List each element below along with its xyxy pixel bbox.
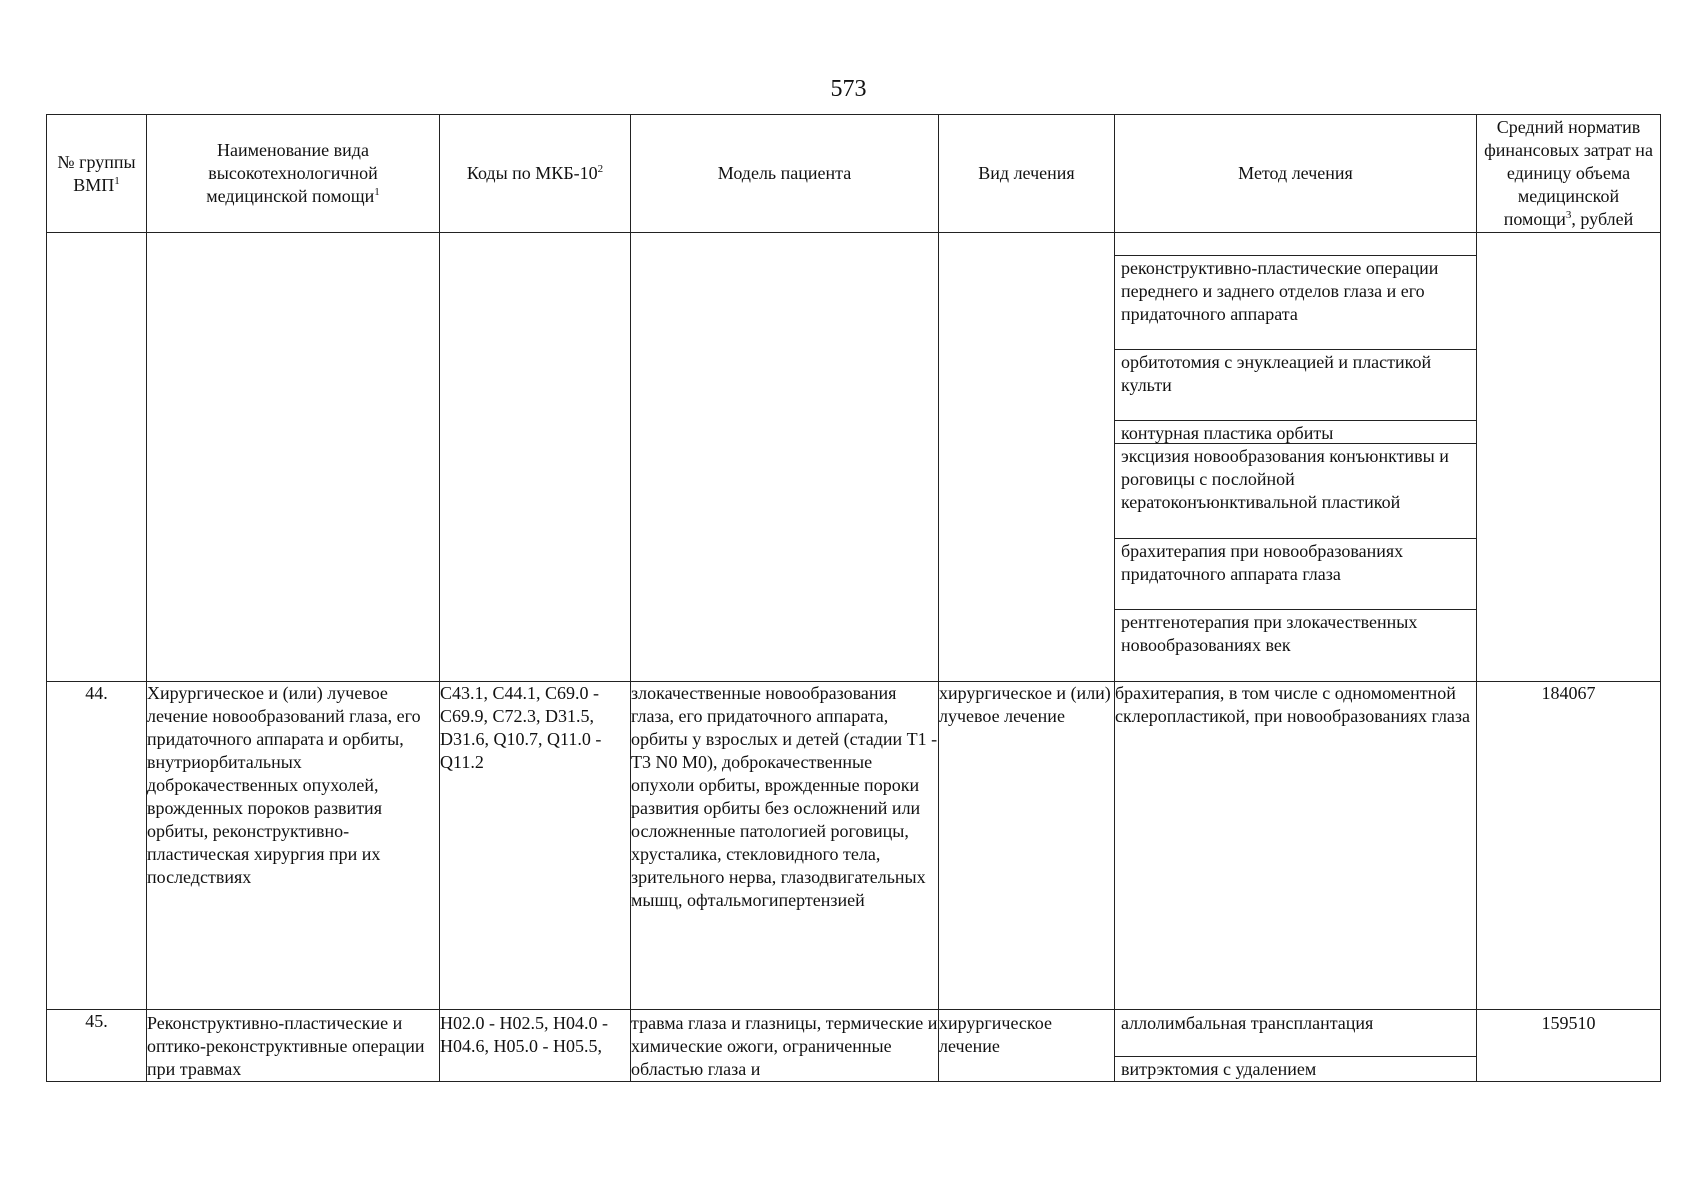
row-number: 45. [47,1010,147,1082]
cont-methods-cell [1115,233,1477,682]
method-divider [1115,443,1476,444]
header-patient-model: Модель пациента [631,115,939,233]
row-name: Реконструктивно-пластические и оптико-реконструктивные операции при травмах [147,1010,440,1082]
method-divider [1115,538,1476,539]
method-divider [1115,609,1476,610]
row-cost: 184067 [1477,682,1661,1010]
method-item: аллолимбальная трансплантация [1121,1013,1374,1033]
method-divider [1115,349,1476,350]
header-cost: Средний норматив финансовых затрат на единицу объема медицинской помощи$^3$, рублей [1477,115,1661,233]
row-method: брахитерапия, в том числе с одномоментной склеропластикой, при новообразованиях глаза [1115,682,1477,1010]
table-row [47,1010,1661,1082]
page-number: 573 [830,76,867,102]
method-item: орбитотомия с энуклеацией и пластикой культи [1121,352,1432,395]
method-item: реконструктивно-пластические операции переднего и заднего отделов глаза и его придаточного аппарата [1121,258,1439,324]
vmp-table [46,114,1661,1082]
header-name: Наименование вида высокотехнологичной медицинской помощи$^1$ [147,115,440,233]
row-treatment-type: хирургическое лечение [939,1010,1115,1082]
table-row [47,682,1661,1010]
row-patient-model: злокачественные новообразования глаза, его придаточного аппарата, орбиты у взрослых и детей (стадии T1 - T3 N0 M0), доброкачественные опухоли орбиты, врожденные пороки развития орбиты без осложнений или осложненные патологией роговицы, хрусталика, стекловидного тела, зрительного нерва, глазодвигательных мышц, офтальмогипертензией [631,682,939,1010]
row-codes: C43.1, C44.1, C69.0 - C69.9, C72.3, D31.5, D31.6, Q10.7, Q11.0 - Q11.2 [440,682,631,1010]
cont-treatment-cell [939,233,1115,682]
header-treatment-type: Вид лечения [939,115,1115,233]
method-item: витрэктомия с удалением [1121,1059,1317,1079]
row-treatment-type: хирургическое и (или) лучевое лечение [939,682,1115,1010]
table-header-row [47,115,1661,233]
header-group-no: № группы ВМП$^1$ [47,115,147,233]
cont-cost-cell [1477,233,1661,682]
header-codes: Коды по МКБ-$10^2$ [440,115,631,233]
cont-patient-cell [631,233,939,682]
method-item: брахитерапия при новообразованиях придаточного аппарата глаза [1121,541,1404,584]
cont-name-cell [147,233,440,682]
method-divider [1115,1056,1476,1057]
method-divider [1115,420,1476,421]
row-number: 44. [47,682,147,1010]
header-method: Метод лечения [1115,115,1477,233]
method-item: рентгенотерапия при злокачественных новообразованиях век [1121,612,1418,655]
method-item: эксцизия новообразования конъюнктивы и роговицы с послойной кератоконъюнктивальной пластикой [1121,446,1449,512]
method-item: контурная пластика орбиты [1121,423,1334,443]
method-divider [1115,255,1476,256]
row-patient-model: травма глаза и глазницы, термические и химические ожоги, ограниченные областью глаза и [631,1010,939,1082]
cont-number-cell [47,233,147,682]
row-cost: 159510 [1477,1010,1661,1082]
row-codes: H02.0 - H02.5, H04.0 - H04.6, H05.0 - H05.5, [440,1010,631,1082]
row-name: Хирургическое и (или) лучевое лечение новообразований глаза, его придаточного аппарата и орбиты, внутриорбитальных доброкачественных опухолей, врожденных пороков развития орбиты, реконструктивно-пластическая хирургия при их последствиях [147,682,440,1010]
row-methods-cell [1115,1010,1477,1082]
table-row-continuation [47,233,1661,682]
cont-codes-cell [440,233,631,682]
